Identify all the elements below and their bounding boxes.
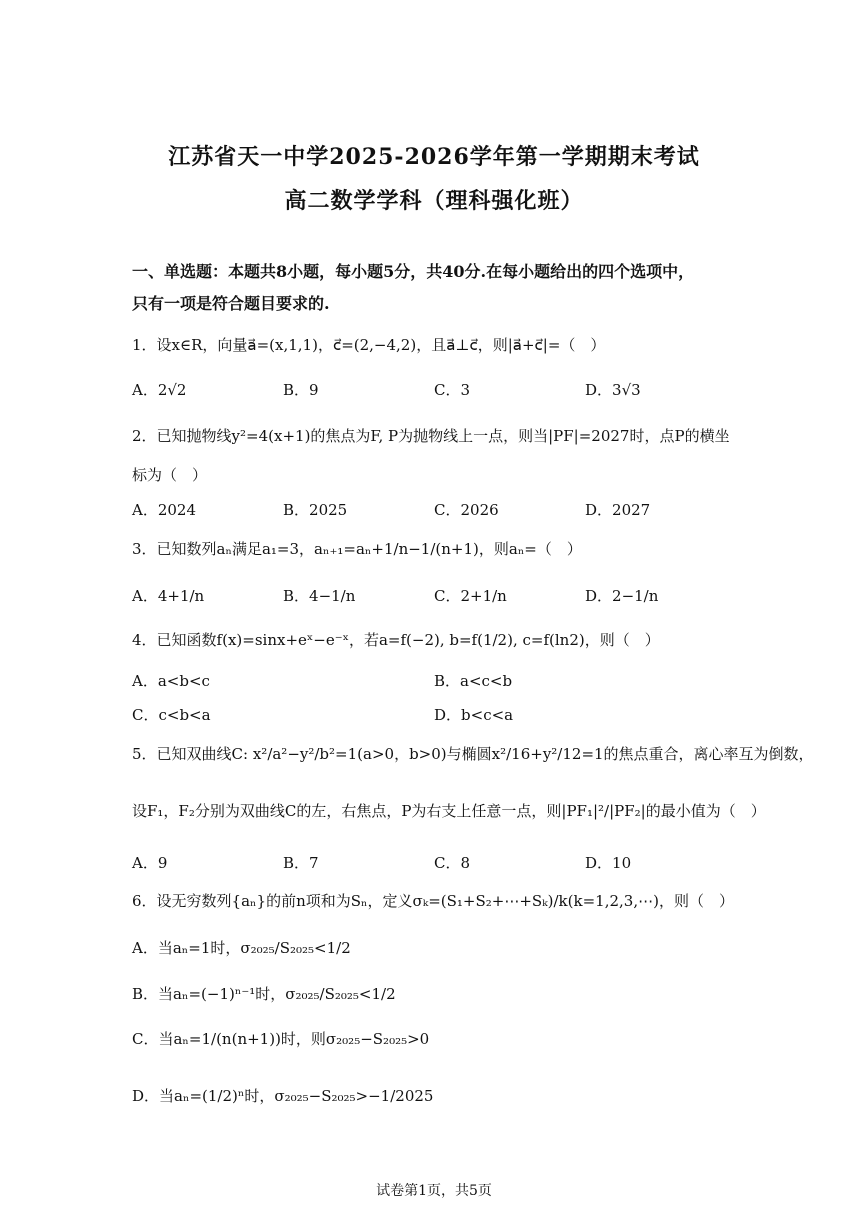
question-2-stem-line2: 标为（ ） bbox=[132, 466, 208, 484]
question-4-option-b: B．a<c<b bbox=[434, 672, 513, 690]
question-3-option-b: B．4−1/n bbox=[283, 587, 356, 605]
section-heading-line2: 只有一项是符合题目要求的. bbox=[132, 294, 330, 313]
section-heading-line1: 一、单选题：本题共8小题，每小题5分，共40分.在每小题给出的四个选项中， bbox=[132, 262, 695, 281]
question-5-stem-line1: 5．已知双曲线C: x²/a²−y²/b²=1(a>0，b>0)与椭圆x²/16+y²/12=1的焦点重合，离心率互为倒数， bbox=[132, 745, 814, 763]
question-6-option-b: B．当aₙ=(−1)ⁿ⁻¹时，σ₂₀₂₅/S₂₀₂₅<1/2 bbox=[132, 985, 396, 1003]
question-2-option-a: A．2024 bbox=[132, 501, 197, 519]
question-5-option-a: A．9 bbox=[132, 854, 168, 872]
question-5-option-c: C．8 bbox=[434, 854, 471, 872]
question-3-option-d: D．2−1/n bbox=[585, 587, 659, 605]
exam-subtitle: 高二数学学科（理科强化班） bbox=[284, 188, 584, 214]
exam-title: 江苏省天一中学2025-2026学年第一学期期末考试 bbox=[168, 144, 700, 170]
question-1-option-d: D．3√3 bbox=[585, 381, 641, 399]
question-6-option-d: D．当aₙ=(1/2)ⁿ时，σ₂₀₂₅−S₂₀₂₅>−1/2025 bbox=[132, 1087, 434, 1105]
question-5-stem-line2: 设F₁，F₂分别为双曲线C的左，右焦点，P为右支上任意一点，则|PF₁|²/|PF₂|的最小值为（ ） bbox=[132, 802, 766, 820]
question-4-stem: 4．已知函数f(x)=sinx+eˣ−e⁻ˣ，若a=f(−2), b=f(1/2), c=f(ln2)，则（ ） bbox=[132, 631, 660, 649]
page-footer: 试卷第1页，共5页 bbox=[376, 1183, 492, 1199]
question-4-option-d: D．b<c<a bbox=[434, 706, 514, 724]
question-3-option-c: C．2+1/n bbox=[434, 587, 507, 605]
question-3-option-a: A．4+1/n bbox=[132, 587, 205, 605]
question-3-stem: 3．已知数列aₙ满足a₁=3，aₙ₊₁=aₙ+1/n−1/(n+1)，则aₙ=（ ） bbox=[132, 540, 582, 558]
question-5-option-d: D．10 bbox=[585, 854, 632, 872]
question-4-option-c: C．c<b<a bbox=[132, 706, 211, 724]
question-2-option-d: D．2027 bbox=[585, 501, 651, 519]
question-4-option-a: A．a<b<c bbox=[132, 672, 210, 690]
question-5-option-b: B．7 bbox=[283, 854, 319, 872]
question-6-option-c: C．当aₙ=1/(n(n+1))时，则σ₂₀₂₅−S₂₀₂₅>0 bbox=[132, 1030, 430, 1048]
question-2-option-b: B．2025 bbox=[283, 501, 348, 519]
question-2-stem-line1: 2．已知抛物线y²=4(x+1)的焦点为F, P为抛物线上一点，则当|PF|=2027时，点P的横坐 bbox=[132, 427, 730, 445]
question-1-option-b: B．9 bbox=[283, 381, 319, 399]
question-1-option-c: C．3 bbox=[434, 381, 471, 399]
question-6-option-a: A．当aₙ=1时，σ₂₀₂₅/S₂₀₂₅<1/2 bbox=[132, 939, 351, 957]
question-1-stem: 1．设x∈R，向量a⃗=(x,1,1)，c⃗=(2,−4,2)，且a⃗⊥c⃗，则|a⃗+c⃗|=（ ） bbox=[132, 336, 606, 354]
question-1-option-a: A．2√2 bbox=[132, 381, 187, 399]
question-6-stem: 6．设无穷数列{aₙ}的前n项和为Sₙ，定义σₖ=(S₁+S₂+⋯+Sₖ)/k(k=1,2,3,⋯)，则（ ） bbox=[132, 892, 734, 910]
question-2-option-c: C．2026 bbox=[434, 501, 499, 519]
